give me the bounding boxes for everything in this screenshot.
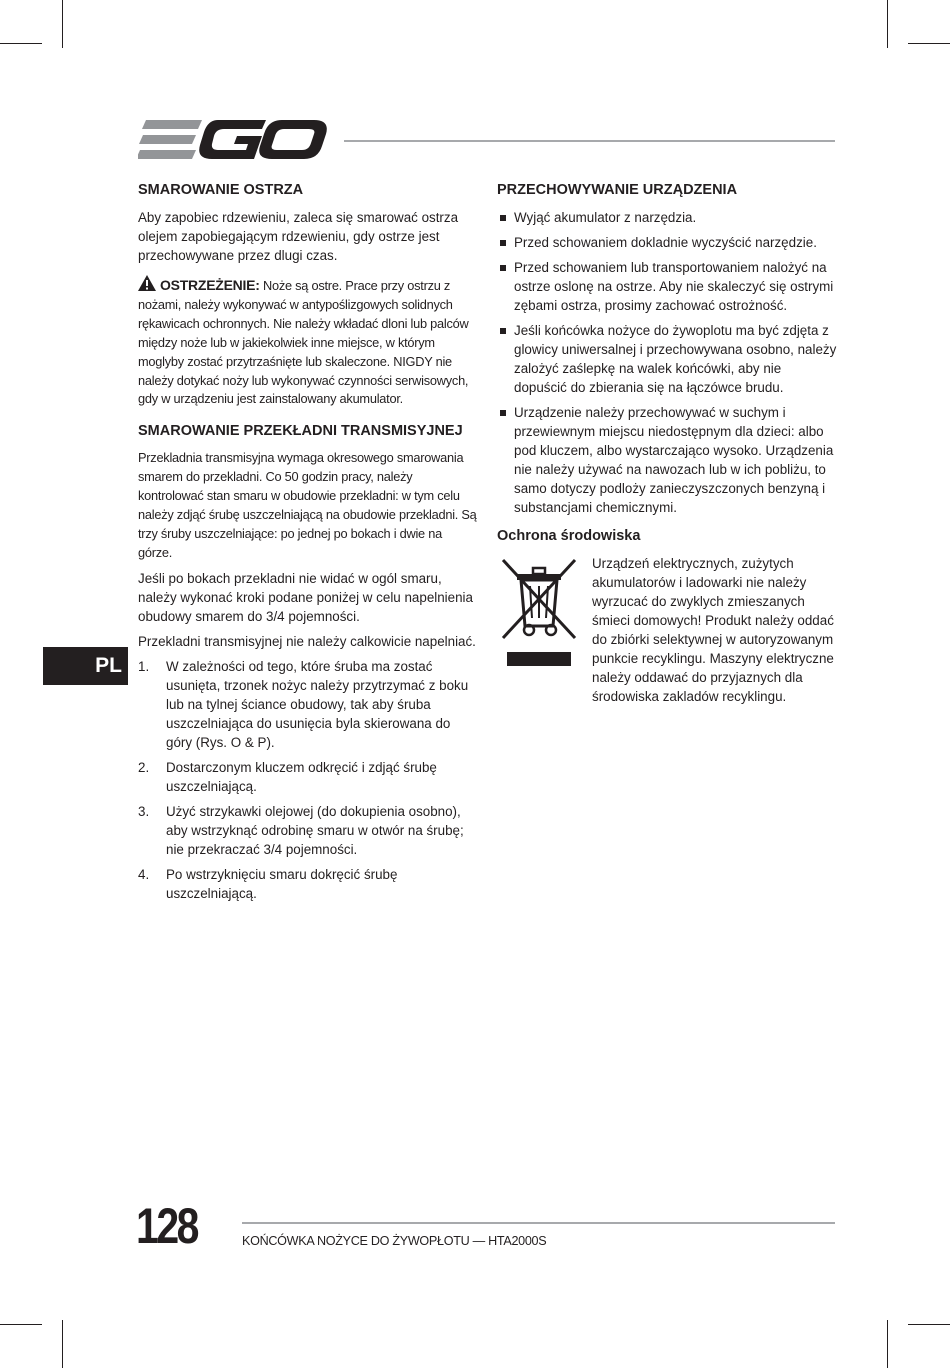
language-label: PL (95, 654, 122, 677)
step-text: Użyć strzykawki olejowej (do dokupienia osobno), aby wstrzyknąć odrobinę smaru w otwór na śrubę; nie przekraczać 3/4 pojemności. (166, 803, 464, 857)
warning-block (138, 275, 478, 409)
blade-lubrication-text: Aby zapobiec rdzewieniu, zaleca się smarować ostrza olejem zapobiegającym rdzewieniu, gdy ostrze jest przechowywane przez dlugi czas. (138, 210, 459, 263)
list-item (497, 233, 837, 252)
bullet-square-icon (500, 328, 506, 334)
step-number: 3. (138, 803, 150, 819)
list-item (138, 657, 478, 752)
bullet-text: Jeśli końcówka nożyce do żywoplotu ma być zdjęta z glowicy uniwersalnej i przechowywana osobno, należy zalożyć zaślepkę na walek końcówki, aby nie dopuścić do zbierania się na łączówce brudu. (514, 323, 837, 395)
warning-text: Noże są ostre. Prace przy ostrzu z nożami, należy wykonywać w antypoślizgowych solidnych rękawicach ochronnych. Nie należy wkładać dloni lub palców między noże lub w jakiekolwiek inne miejsce, w którym moglyby zostać przytrzaśnięte lub skaleczone. NIGDY nie należy dotykać noży lub wykonywać czynności serwisowych, gdy w urządzeniu jest zainstalowany akumulator. (138, 278, 469, 407)
bullet-square-icon (500, 265, 506, 271)
bullet-text: Przed schowaniem dokladnie wyczyścić narzędzie. (514, 235, 817, 250)
step-text: Dostarczonym kluczem odkręcić i zdjąć śrubę uszczelniającą. (166, 759, 437, 794)
warning-triangle-icon (138, 275, 156, 291)
crop-mark (62, 0, 63, 48)
bullet-text: Wyjąć akumulator z narzędzia. (514, 210, 697, 225)
bullet-square-icon (500, 410, 506, 416)
gearbox-text-3: Przekladni transmisyjnej nie należy calkowicie napelniać. (138, 633, 476, 649)
step-number: 1. (138, 658, 150, 674)
step-text: Po wstrzyknięciu smaru dokręcić śrubę uszczelniającą. (166, 866, 398, 901)
bullet-square-icon (500, 240, 506, 246)
section-title-environment: Ochrona środowiska (497, 528, 641, 544)
language-tab (43, 647, 128, 685)
header-rule (344, 140, 835, 142)
bullet-text: Przed schowaniem lub transportowaniem nalożyć na ostrze oslonę na ostrze. Aby nie skaleczyć się ostrymi zębami ostrza, prosimy zachować ostrożność. (514, 260, 834, 313)
step-text: W zależności od tego, które śruba ma zostać usunięta, trzonek nożyc należy przytrzymać z boku lub na tylnej ściance obudowy, tak aby śruba uszczelniająca do usunięcia byla skierowana do góry (Rys. O & P). (166, 658, 469, 750)
crossed-bin-icon (499, 554, 579, 666)
right-column (497, 180, 837, 712)
bullet-text: Urządzenie należy przechowywać w suchym i przewiewnym miejscu niedostępnym dla dzieci: albo pod kluczem, albo wystarczająco wysoko. Urządzenia nie należy używać na nawozach lub w ich pobliżu, to samo dotyczy podloży zanieczyszczonych benzyną i substancjami chemicznymi. (514, 405, 834, 515)
crop-mark (887, 1320, 888, 1368)
section-title-blade-lubrication: SMAROWANIE OSTRZA (138, 182, 304, 198)
gearbox-steps-list (138, 657, 478, 903)
left-column (138, 180, 478, 909)
storage-bullet-list (497, 208, 837, 517)
step-number: 4. (138, 866, 150, 882)
footer-rule (242, 1222, 835, 1224)
list-item (138, 865, 478, 903)
environment-block (497, 554, 837, 706)
crop-mark (0, 1324, 42, 1325)
section-title-storage: PRZECHOWYWANIE URZĄDZENIA (497, 182, 738, 198)
list-item (138, 758, 478, 796)
step-number: 2. (138, 759, 150, 775)
list-item (497, 208, 837, 227)
crop-mark (62, 1320, 63, 1368)
crop-mark (0, 43, 42, 44)
crop-mark (908, 43, 950, 44)
gearbox-text-1: Przekladnia transmisyjna wymaga okresowego smarowania smarem do przekladni. Co 50 godzin pracy, należy kontrolować stan smaru w obudowie przekladni: w tym celu należy zdjąć śrubę uszczelniającą na obudowie przekladni. Są trzy śruby uszczelniające: po jednej po bokach i dwie na górze. (138, 450, 477, 560)
gearbox-text-2: Jeśli po bokach przekladni nie widać w ogól smaru, należy wykonać kroki podane poniżej w celu napelnienia obudowy smarem do 3/4 pojemności. (138, 570, 473, 624)
warning-label: OSTRZEŻENIE: (160, 277, 260, 293)
list-item (497, 258, 837, 315)
ego-logo (138, 118, 328, 162)
list-item (497, 403, 837, 517)
page-number: 128 (136, 1198, 198, 1254)
crop-mark (908, 1324, 950, 1325)
environment-text: Urządzeń elektrycznych, zużytych akumulatorów i ladowarki nie należy wyrzucać do zwyklych zmieszanych śmieci domowych! Produkt należy oddać do zbiórki selektywnej w autoryzowanym punkcie recyklingu. Maszyny elektryczne należy oddawać do przyjaznych dla środowiska zakladów recyklingu. (592, 556, 834, 704)
footer-title: KOŃCÓWKA NOŻYCE DO ŻYWOPŁOTU — HTA2000S (242, 1234, 547, 1248)
bullet-square-icon (500, 215, 506, 221)
crop-mark (887, 0, 888, 48)
section-title-gearbox-lubrication: SMAROWANIE PRZEKŁADNI TRANSMISYJNEJ (138, 423, 463, 440)
list-item (138, 802, 478, 859)
list-item (497, 321, 837, 397)
